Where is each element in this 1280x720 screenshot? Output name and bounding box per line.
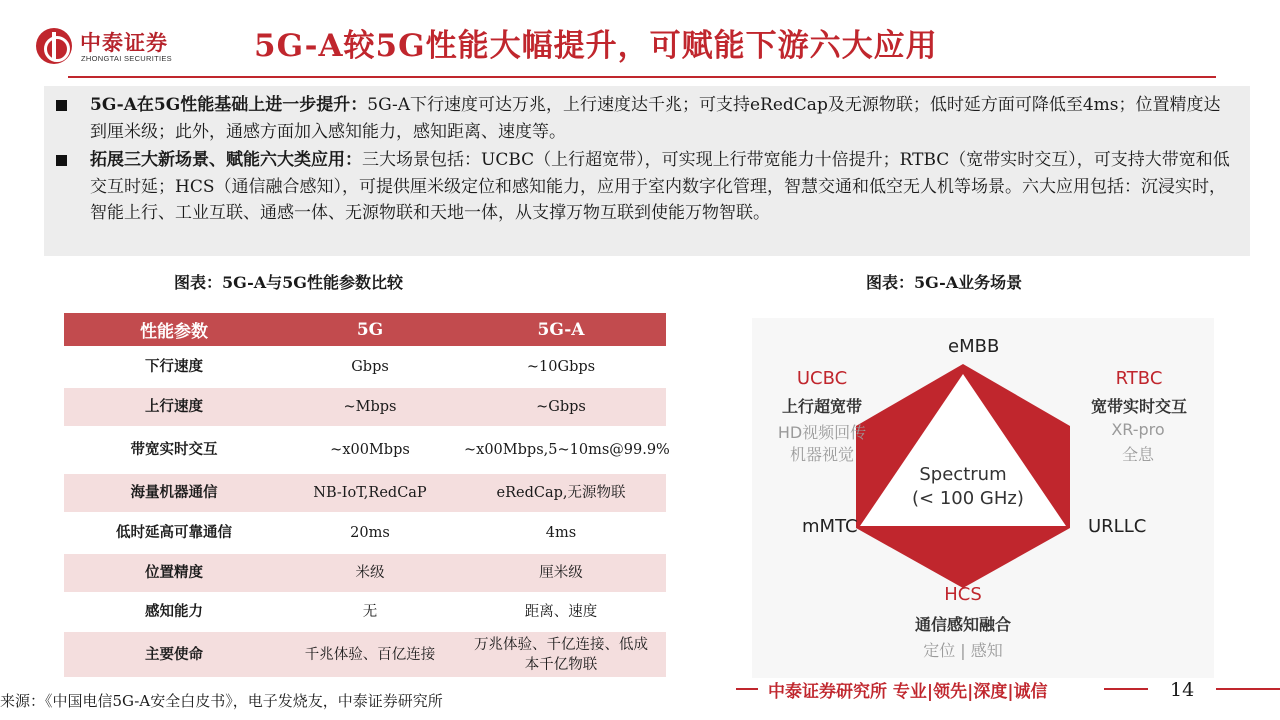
table-header-cell: 5G-A <box>456 313 666 347</box>
rtbc-desc: 宽带实时交互 <box>1090 397 1187 416</box>
diagram-caption: 图表：5G-A业务场景 <box>866 273 1023 292</box>
table-cell: ~x00Mbps <box>284 427 456 473</box>
bullet-text: 5G-A下行速度可达万兆，上行速度达千兆；可支持eRedCap及无源物联；低时延方面可降低至4ms；位置精度达到厘米级；此外，通感方面加入感知能力，感知距离、速度等。 <box>90 95 1221 142</box>
table-row <box>64 473 666 513</box>
bullet-text: 三大场景包括：UCBC（上行超宽带），可实现上行带宽能力十倍提升；RTBC（宽带实时交互），可支持大带宽和低交互时延；HCS（通信融合感知），可提供厘米级定位和感知能力，应用于室内数字化管理，智慧交通和低空无人机等场景。六大应用包括：沉浸实时，智能上行、工业互联、通感一体、无源物联和天地一体，从支撑万物互联到使能万物智联。 <box>90 150 1230 223</box>
table-cell: 千兆体验、百亿连接 <box>284 631 456 677</box>
rtbc-app: 全息 <box>1121 445 1154 464</box>
table-header-cell: 5G <box>284 313 456 347</box>
page-title: 5G-A较5G性能大幅提升，可赋能下游六大应用 <box>254 28 938 64</box>
footer-rule <box>736 688 758 690</box>
table-row-label: 位置精度 <box>64 553 284 593</box>
table-cell: ~x00Mbps,5~10ms@99.9% <box>456 427 666 473</box>
ucbc-app: HD视频回传 <box>777 423 867 442</box>
spectrum-range: (< 100 GHz) <box>912 488 1024 509</box>
ucbc-desc: 上行超宽带 <box>781 397 862 416</box>
table-row-label: 感知能力 <box>64 593 284 631</box>
table-header-row <box>64 313 666 347</box>
footer-rule <box>1104 688 1148 690</box>
node-embb: eMBB <box>948 336 1000 357</box>
table-row <box>64 427 666 473</box>
table-row <box>64 513 666 553</box>
page-number: 14 <box>1170 679 1195 701</box>
spectrum-label: Spectrum <box>919 464 1007 485</box>
ucbc-label: UCBC <box>796 368 848 389</box>
logo-text: 中泰证券 <box>80 31 168 55</box>
table-row-label: 海量机器通信 <box>64 473 284 513</box>
logo-subtext: ZHONGTAI SECURITIES <box>81 54 172 63</box>
table-row <box>64 387 666 427</box>
table-row-label: 带宽实时交互 <box>64 427 284 473</box>
node-mmtc: mMTC <box>802 516 858 537</box>
table-cell: ~10Gbps <box>456 347 666 387</box>
company-logo <box>36 26 204 66</box>
summary-box <box>44 86 1250 256</box>
table-cell: Gbps <box>284 347 456 387</box>
square-bullet-icon <box>56 155 67 166</box>
footer-rule <box>1216 688 1280 690</box>
table-row <box>64 593 666 631</box>
table-cell: 距离、速度 <box>456 593 666 631</box>
table-caption: 图表：5G-A与5G性能参数比较 <box>174 273 403 292</box>
table-cell: 20ms <box>284 513 456 553</box>
table-cell: ~Mbps <box>284 387 456 427</box>
square-bullet-icon <box>56 100 67 111</box>
table-header-cell: 性能参数 <box>64 313 284 347</box>
node-urllc: URLLC <box>1088 516 1147 537</box>
rtbc-label: RTBC <box>1115 368 1163 389</box>
table-row <box>64 631 666 677</box>
footer-brand: 中泰证券研究所 专业|领先|深度|诚信 <box>768 682 1048 702</box>
table-row <box>64 553 666 593</box>
summary-bullet <box>56 147 1230 227</box>
hcs-app: 定位 | 感知 <box>923 641 1003 660</box>
table-cell: 4ms <box>456 513 666 553</box>
table-cell: 米级 <box>284 553 456 593</box>
comparison-table <box>64 313 670 677</box>
hcs-label: HCS <box>944 584 982 605</box>
ucbc-app: 机器视觉 <box>789 445 854 464</box>
source-note: 来源：《中国电信5G-A安全白皮书》，电子发烧友，中泰证券研究所 <box>0 692 443 710</box>
table-cell: 厘米级 <box>456 553 666 593</box>
table-cell: 万兆体验、千亿连接、低成本千亿物联 <box>456 631 666 677</box>
title-divider <box>68 76 1216 78</box>
table-cell: 无 <box>284 593 456 631</box>
table-cell: eRedCap,无源物联 <box>456 473 666 513</box>
table-row <box>64 347 666 387</box>
hcs-desc: 通信感知融合 <box>914 615 1011 634</box>
table-row-label: 主要使命 <box>64 631 284 677</box>
logo-mark-icon <box>36 28 72 64</box>
bullet-lead: 5G-A在5G性能基础上进一步提升： <box>90 95 368 115</box>
table-cell: NB-IoT,RedCaP <box>284 473 456 513</box>
scenario-diagram <box>752 318 1214 678</box>
rtbc-app: XR-pro <box>1111 420 1165 439</box>
table-row-label: 上行速度 <box>64 387 284 427</box>
table-row-label: 低时延高可靠通信 <box>64 513 284 553</box>
bullet-lead: 拓展三大新场景、赋能六大类应用： <box>90 150 362 170</box>
table-row-label: 下行速度 <box>64 347 284 387</box>
table-cell: ~Gbps <box>456 387 666 427</box>
summary-bullet <box>56 92 1230 145</box>
